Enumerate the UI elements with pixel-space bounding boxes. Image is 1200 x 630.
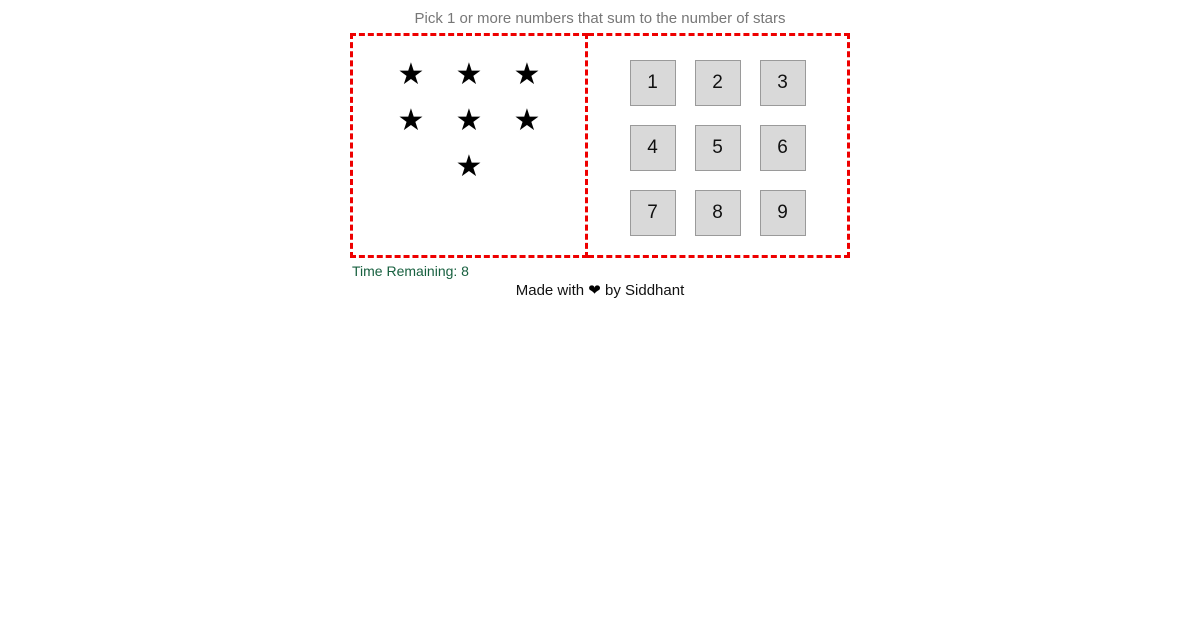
footer-suffix: by Siddhant <box>600 282 685 299</box>
star-icon: ★ <box>513 58 541 91</box>
number-cell <box>685 115 750 180</box>
number-tile-1[interactable]: 1 <box>630 60 676 106</box>
star-icon: ★ <box>455 104 483 137</box>
stars-grid <box>363 52 575 190</box>
instruction-text: Pick 1 or more numbers that sum to the number of stars <box>414 10 786 27</box>
star-icon: ★ <box>455 150 483 183</box>
star-icon: ★ <box>513 104 541 137</box>
stars-panel <box>350 33 588 258</box>
timer-label: Time Remaining: 8 <box>352 263 469 279</box>
game-board <box>350 33 850 258</box>
number-tile-4[interactable]: 4 <box>630 125 676 171</box>
number-tile-5[interactable]: 5 <box>695 125 741 171</box>
star-icon: ★ <box>397 58 425 91</box>
number-tile-7[interactable]: 7 <box>630 190 676 236</box>
number-cell <box>620 180 685 245</box>
number-tile-9[interactable]: 9 <box>760 190 806 236</box>
number-cell <box>685 180 750 245</box>
numbers-grid <box>604 50 831 245</box>
footer-prefix: Made with <box>515 282 589 299</box>
number-cell <box>750 180 815 245</box>
number-cell <box>750 50 815 115</box>
number-cell <box>685 50 750 115</box>
star-icon: ★ <box>455 58 483 91</box>
number-tile-6[interactable]: 6 <box>760 125 806 171</box>
numbers-panel <box>588 33 850 258</box>
number-tile-8[interactable]: 8 <box>695 190 741 236</box>
number-cell <box>750 115 815 180</box>
number-tile-2[interactable]: 2 <box>695 60 741 106</box>
number-tile-3[interactable]: 3 <box>760 60 806 106</box>
number-cell <box>620 50 685 115</box>
heart-icon: ❤ <box>588 282 601 299</box>
star-icon: ★ <box>397 104 425 137</box>
footer-credit <box>0 281 1200 299</box>
number-cell <box>620 115 685 180</box>
